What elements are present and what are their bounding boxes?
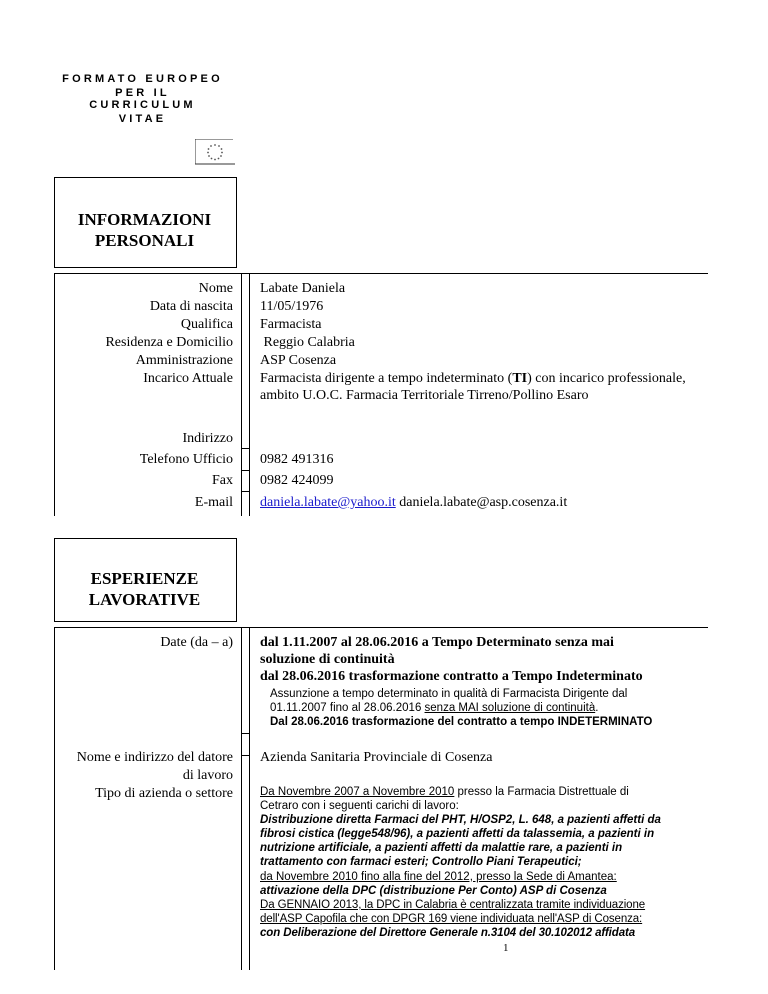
work-title: ESPERIENZE LAVORATIVE (88, 569, 201, 609)
value-employer: Azienda Sanitaria Provinciale di Cosenza (260, 750, 493, 765)
label-qualifica: Qualifica (180, 317, 233, 332)
header-line-2: PER IL CURRICULUM (89, 87, 196, 111)
personal-table-left-border (54, 273, 55, 516)
contract-details: Assunzione a tempo determinato in qualità di Farmacista Dirigente dal 01.11.2007 fino al 28.06.2016 senza MAI soluzione di continuità. Dal 28.06.2016 trasformazione del contratto a tempo INDETERMINATO (270, 688, 653, 728)
label-employer-2: di lavoro (182, 768, 233, 783)
row-separator (241, 448, 250, 449)
date-line-2: soluzione di continuità (260, 652, 395, 667)
value-email: daniela.labate@yahoo.it daniela.labate@asp.cosenza.it (260, 495, 568, 510)
label-data-nascita: Data di nascita (149, 299, 233, 314)
eu-flag-icon (195, 139, 235, 165)
label-indirizzo: Indirizzo (182, 431, 233, 446)
label-telefono: Telefono Ufficio (139, 452, 233, 467)
email-link[interactable]: daniela.labate@yahoo.it (260, 495, 396, 510)
value-fax: 0982 424099 (260, 473, 334, 488)
work-table-left-border (54, 627, 55, 970)
work-column-divider-left (241, 627, 242, 970)
value-nome: Labate Daniela (260, 281, 346, 296)
personal-column-divider-left (241, 273, 242, 516)
header-line-1: FORMATO EUROPEO (62, 73, 223, 85)
value-incarico: Farmacista dirigente a tempo indeterminato (TI) con incarico professionale, ambito U.O.C. Farmacia Territoriale Tirreno/Pollino Esaro (260, 371, 686, 403)
date-line-1: dal 1.11.2007 al 28.06.2016 a Tempo Determinato senza mai (260, 635, 614, 650)
value-data-nascita: 11/05/1976 (260, 299, 324, 314)
label-incarico: Incarico Attuale (143, 371, 233, 386)
value-qualifica: Farmacista (260, 317, 322, 332)
page-number: 1 (503, 942, 509, 954)
value-amministrazione: ASP Cosenza (260, 353, 337, 368)
label-fax: Fax (212, 473, 233, 488)
label-nome: Nome (198, 281, 233, 296)
personal-table-top-border (54, 273, 708, 274)
label-employer-1: Nome e indirizzo del datore (76, 750, 233, 765)
row-separator (241, 755, 250, 756)
date-line-3: dal 28.06.2016 trasformazione contratto a Tempo Indeterminato (260, 669, 643, 684)
work-table-top-border (54, 627, 708, 628)
row-separator (241, 470, 250, 471)
header-line-3: VITAE (118, 113, 167, 125)
sector-description: Da Novembre 2007 a Novembre 2010 presso la Farmacia Distrettuale di Cetraro con i seguenti carichi di lavoro: Distribuzione diretta Farmaci del PHT, H/OSP2, L. 648, a pazienti affetti da fibrosi cistica (legge548/96), a pazienti affetti da talassemia, a pazienti in nutrizione artificiale, a pazienti affetti da malattie rare, a pazienti in trattamento con farmaci esteri; Controllo Piani Terapeutici; da Novembre 2010 fino alla fine del 2012, presso la Sede di Amantea: attivazione della DPC (distribuzione Per Conto) ASP di Cosenza Da GENNAIO 2013, la DPC in Calabria è centralizzata tramite individuazione dell'ASP Capofila che con DPGR 169 viene individuata nell'ASP di Cosenza: con Deliberazione del Direttore Generale n.3104 del 30.102012 affidata (260, 786, 661, 939)
label-sector: Tipo di azienda o settore (95, 786, 233, 801)
value-telefono: 0982 491316 (260, 452, 334, 467)
personal-info-title: INFORMAZIONI PERSONALI (77, 210, 212, 250)
label-email: E-mail (194, 495, 233, 510)
label-date: Date (da – a) (160, 635, 233, 650)
row-separator (241, 491, 250, 492)
personal-column-divider-right (249, 273, 250, 516)
label-amministrazione: Amministrazione (135, 353, 233, 368)
label-residenza: Residenza e Domicilio (105, 335, 233, 350)
row-separator (241, 733, 250, 734)
work-column-divider-right (249, 627, 250, 970)
value-residenza: Reggio Calabria (260, 335, 355, 350)
cv-format-title (60, 73, 225, 125)
